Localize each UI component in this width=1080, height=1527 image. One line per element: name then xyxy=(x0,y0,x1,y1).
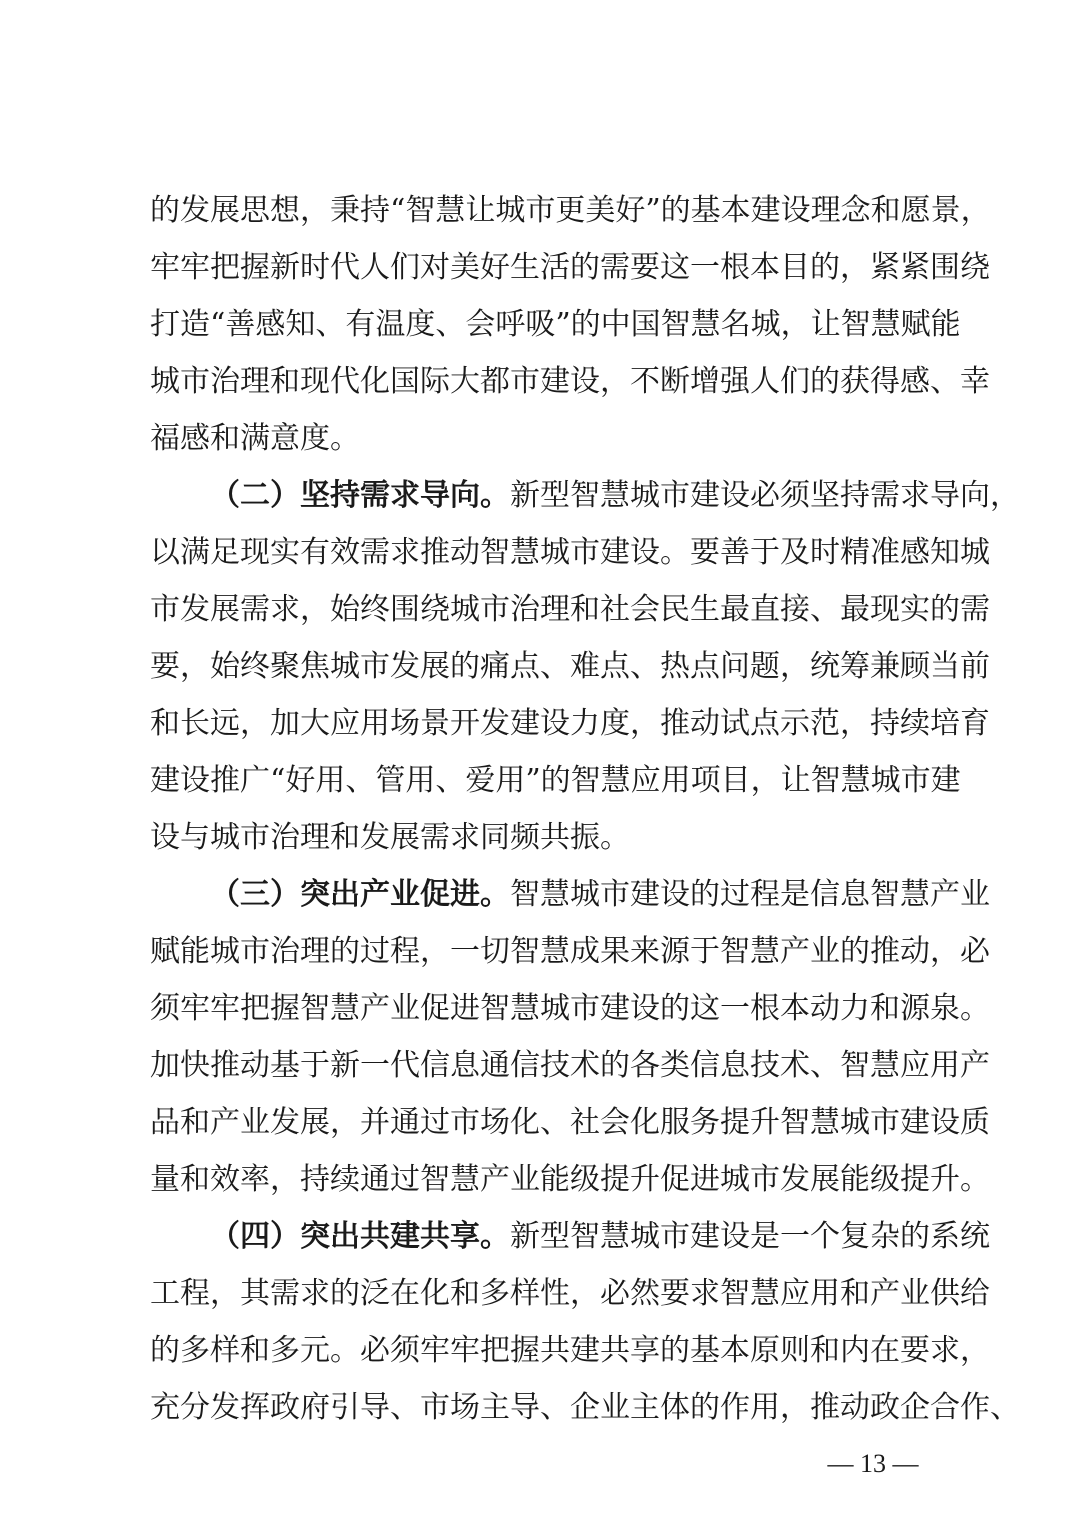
text-span: 新型智慧城市建设必须坚持需求导向， xyxy=(510,478,1020,513)
text-line: 工程，其需求的泛在化和多样性，必然要求智慧应用和产业供给 xyxy=(150,1276,990,1311)
text-span: 智慧城市建设的过程是信息智慧产业 xyxy=(510,877,990,912)
paragraph-2 xyxy=(150,467,1020,866)
text-line: 赋能城市治理的过程，一切智慧成果来源于智慧产业的推动，必 xyxy=(150,934,990,969)
text-span: 新型智慧城市建设是一个复杂的系统 xyxy=(510,1219,990,1254)
paragraph-4 xyxy=(150,1208,1020,1436)
section-heading: （三）突出产业促进。 xyxy=(210,877,510,912)
text-line: 城市治理和现代化国际大都市建设，不断增强人们的获得感、幸 xyxy=(150,364,990,399)
paragraph-3 xyxy=(150,866,990,1208)
text-line: 量和效率，持续通过智慧产业能级提升促进城市发展能级提升。 xyxy=(150,1162,990,1197)
text-line: 福感和满意度。 xyxy=(150,421,360,456)
text-line: 以满足现实有效需求推动智慧城市建设。要善于及时精准感知城 xyxy=(150,535,990,570)
text-line xyxy=(150,1208,990,1265)
text-line xyxy=(150,467,1020,524)
document-body xyxy=(150,182,1020,1436)
text-line: 的多样和多元。必须牢牢把握共建共享的基本原则和内在要求， xyxy=(150,1333,990,1368)
section-heading: （二）坚持需求导向。 xyxy=(210,478,510,513)
text-line: 牢牢把握新时代人们对美好生活的需要这一根本目的，紧紧围绕 xyxy=(150,250,990,285)
page-number: — 13 — xyxy=(827,1449,919,1478)
text-line: 须牢牢把握智慧产业促进智慧城市建设的这一根本动力和源泉。 xyxy=(150,991,990,1026)
text-line: 品和产业发展，并通过市场化、社会化服务提升智慧城市建设质 xyxy=(150,1105,990,1140)
text-line: 的发展思想，秉持“智慧让城市更美好”的基本建设理念和愿景， xyxy=(150,193,991,228)
text-line: 建设推广“好用、管用、爱用”的智慧应用项目，让智慧城市建 xyxy=(150,763,961,798)
text-line: 和长远，加大应用场景开发建设力度，推动试点示范，持续培育 xyxy=(150,706,990,741)
section-heading: （四）突出共建共享。 xyxy=(210,1219,510,1254)
text-line xyxy=(150,866,990,923)
paragraph-1 xyxy=(150,182,991,467)
text-line: 打造“善感知、有温度、会呼吸”的中国智慧名城，让智慧赋能 xyxy=(150,307,961,342)
text-line: 市发展需求，始终围绕城市治理和社会民生最直接、最现实的需 xyxy=(150,592,990,627)
text-line: 加快推动基于新一代信息通信技术的各类信息技术、智慧应用产 xyxy=(150,1048,990,1083)
text-line: 设与城市治理和发展需求同频共振。 xyxy=(150,820,630,855)
text-line: 要，始终聚焦城市发展的痛点、难点、热点问题，统筹兼顾当前 xyxy=(150,649,990,684)
text-line: 充分发挥政府引导、市场主导、企业主体的作用，推动政企合作、 xyxy=(150,1390,1020,1425)
